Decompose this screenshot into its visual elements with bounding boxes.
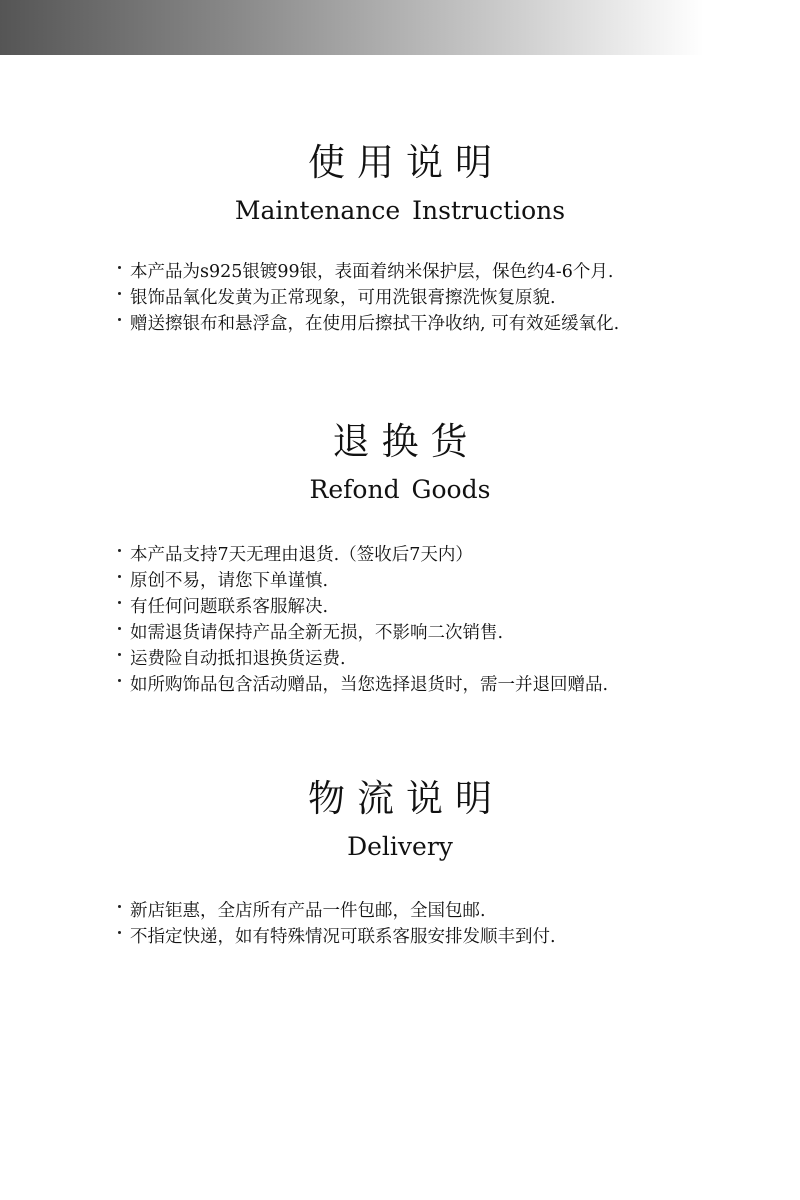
bullet-icon <box>118 679 121 682</box>
list-item: 如所购饰品包含活动赠品，当您选择退货时，需一并退回赠品. <box>118 672 778 698</box>
list-item: 不指定快递，如有特殊情况可联系客服安排发顺丰到付. <box>118 924 778 950</box>
list-item: 运费险自动抵扣退换货运费. <box>118 646 778 672</box>
list-item: 赠送擦银布和悬浮盒，在使用后擦拭干净收纳, 可有效延缓氧化. <box>118 311 778 337</box>
bullet-icon <box>118 653 121 656</box>
list-item: 新店钜惠，全店所有产品一件包邮，全国包邮. <box>118 898 778 924</box>
refund-section <box>0 419 800 505</box>
bullet-icon <box>118 931 121 934</box>
list-item: 本产品支持7天无理由退货.（签收后7天内） <box>118 542 778 568</box>
refund-list <box>118 542 778 698</box>
bullet-icon <box>118 601 121 604</box>
section-title: 退换货 <box>332 420 480 463</box>
section-subtitle: Maintenance Instructions <box>234 196 566 225</box>
section-subtitle: Delivery <box>347 832 453 861</box>
list-item: 如需退货请保持产品全新无损，不影响二次销售. <box>118 620 778 646</box>
maintenance-list <box>118 259 778 337</box>
section-title: 物流说明 <box>308 777 504 820</box>
top-gradient-bar <box>0 0 800 55</box>
list-item: 本产品为s925银镀99银，表面着纳米保护层，保色约4-6个月. <box>118 259 778 285</box>
list-item: 银饰品氧化发黄为正常现象，可用洗银膏擦洗恢复原貌. <box>118 285 778 311</box>
bullet-icon <box>118 905 121 908</box>
bullet-icon <box>118 266 121 269</box>
list-item: 有任何问题联系客服解决. <box>118 594 778 620</box>
bullet-icon <box>118 292 121 295</box>
bullet-icon <box>118 627 121 630</box>
bullet-icon <box>118 575 121 578</box>
list-item: 原创不易，请您下单谨慎. <box>118 568 778 594</box>
maintenance-section <box>0 140 800 226</box>
bullet-icon <box>118 549 121 552</box>
section-subtitle: Refond Goods <box>309 475 491 504</box>
delivery-list <box>118 898 778 950</box>
section-title: 使用说明 <box>308 141 504 184</box>
bullet-icon <box>118 318 121 321</box>
delivery-section <box>0 776 800 862</box>
